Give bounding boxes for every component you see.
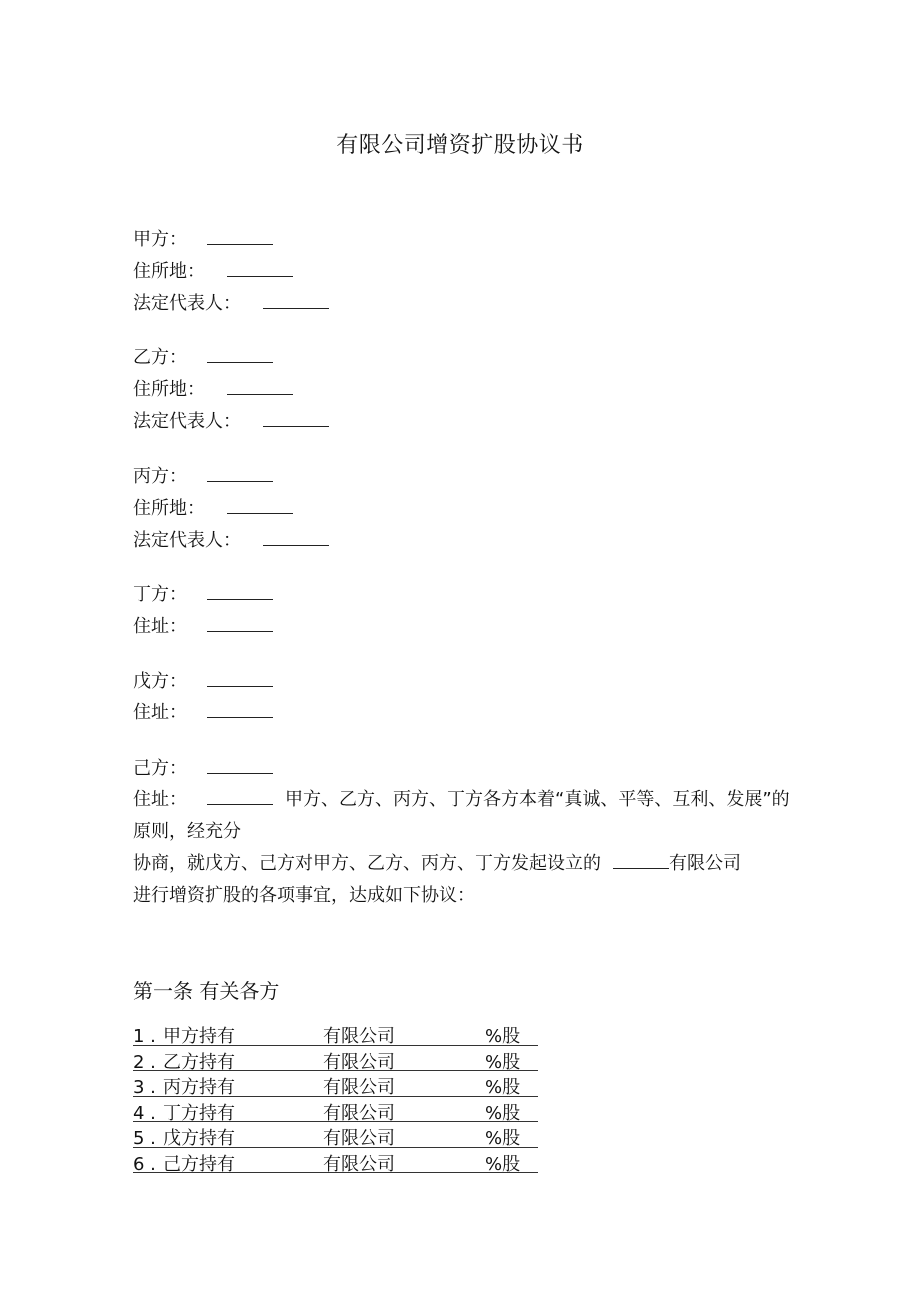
party-yi-rep-line	[133, 410, 329, 434]
holding-holder: 己方持有	[163, 1153, 235, 1173]
party-bing-address-blank	[227, 497, 293, 514]
holding-row	[133, 1097, 538, 1123]
holdings-list	[133, 1020, 538, 1173]
holding-number: 3 .	[133, 1077, 156, 1097]
party-jia-rep-label: 法定代表人：	[133, 293, 241, 314]
holding-company: 有限公司	[323, 1128, 395, 1148]
party-bing-rep-line	[133, 529, 329, 553]
holding-row	[133, 1046, 538, 1072]
holding-percent: %股	[485, 1153, 521, 1173]
holding-percent: %股	[485, 1051, 521, 1071]
holding-row	[133, 1020, 538, 1046]
preamble-paragraph-2	[133, 848, 793, 880]
holding-percent: %股	[485, 1128, 521, 1148]
party-jia-label: 甲方：	[133, 229, 187, 250]
party-wu-line	[133, 670, 273, 694]
holding-holder: 丁方持有	[163, 1102, 235, 1122]
party-jia-address-label: 住所地：	[133, 261, 205, 282]
preamble-part1: 甲方、乙方、丙方、丁方各方本着“真诚、平等、互利、发展”的原则，经充分	[133, 789, 790, 842]
holding-row	[133, 1071, 538, 1097]
holding-company: 有限公司	[323, 1077, 395, 1097]
holding-number: 6 .	[133, 1153, 156, 1173]
party-yi-label: 乙方：	[133, 347, 187, 368]
party-jia-line	[133, 228, 273, 252]
preamble-paragraph-3	[133, 880, 793, 912]
party-wu-blank	[207, 670, 273, 687]
party-ji-address-blank	[207, 788, 273, 805]
party-jia-rep-line	[133, 292, 329, 316]
party-yi-rep-label: 法定代表人：	[133, 411, 241, 432]
party-ding-blank	[207, 583, 273, 600]
holding-company: 有限公司	[323, 1051, 395, 1071]
holding-holder: 戊方持有	[163, 1128, 235, 1148]
party-yi-address-label: 住所地：	[133, 379, 205, 400]
preamble-part3: 有限公司	[669, 853, 741, 874]
party-ding-address-blank	[207, 615, 273, 632]
party-ding-address-label: 住址：	[133, 616, 187, 637]
party-ji-label: 己方：	[133, 758, 187, 779]
party-bing-blank	[207, 465, 273, 482]
party-bing-address-label: 住所地：	[133, 498, 205, 519]
holding-holder: 甲方持有	[163, 1026, 235, 1046]
holding-number: 2 .	[133, 1051, 156, 1071]
party-yi-address-blank	[227, 378, 293, 395]
holding-row	[133, 1122, 538, 1148]
party-jia-address-blank	[227, 260, 293, 277]
party-wu-address-blank	[207, 701, 273, 718]
party-bing-address-line	[133, 497, 293, 521]
holding-row	[133, 1148, 538, 1174]
holding-number: 4 .	[133, 1102, 156, 1122]
section-heading: 第一条 有关各方	[133, 979, 280, 1003]
party-jia-address-line	[133, 260, 293, 284]
party-ding-line	[133, 583, 273, 607]
holding-company: 有限公司	[323, 1153, 395, 1173]
party-jia-rep-blank	[263, 292, 329, 309]
holding-number: 1 .	[133, 1026, 156, 1046]
holding-percent: %股	[485, 1026, 521, 1046]
holding-percent: %股	[485, 1102, 521, 1122]
party-wu-address-label: 住址：	[133, 702, 187, 723]
party-bing-label: 丙方：	[133, 466, 187, 487]
holding-percent: %股	[485, 1077, 521, 1097]
party-ji-address-label: 住址：	[133, 789, 187, 810]
holding-company: 有限公司	[323, 1026, 395, 1046]
document-title: 有限公司增资扩股协议书	[336, 133, 584, 158]
party-ding-label: 丁方：	[133, 584, 187, 605]
party-yi-address-line	[133, 378, 293, 402]
preamble-part2: 协商，就戊方、己方对甲方、乙方、丙方、丁方发起设立的	[133, 853, 601, 874]
party-wu-label: 戊方：	[133, 671, 187, 692]
company-name-blank	[613, 852, 669, 869]
party-yi-blank	[207, 346, 273, 363]
party-bing-rep-blank	[263, 529, 329, 546]
party-ji-blank	[207, 757, 273, 774]
holding-company: 有限公司	[323, 1102, 395, 1122]
party-bing-rep-label: 法定代表人：	[133, 530, 241, 551]
party-jia-blank	[207, 228, 273, 245]
party-yi-rep-blank	[263, 410, 329, 427]
party-bing-line	[133, 465, 273, 489]
holding-holder: 丙方持有	[163, 1077, 235, 1097]
preamble-part4: 进行增资扩股的各项事宜，达成如下协议：	[133, 885, 475, 906]
party-wu-address-line	[133, 701, 273, 725]
holding-number: 5 .	[133, 1128, 156, 1148]
holding-holder: 乙方持有	[163, 1051, 235, 1071]
party-ji-line	[133, 757, 273, 781]
party-ding-address-line	[133, 615, 273, 639]
party-yi-line	[133, 346, 273, 370]
preamble-paragraph	[133, 784, 793, 848]
